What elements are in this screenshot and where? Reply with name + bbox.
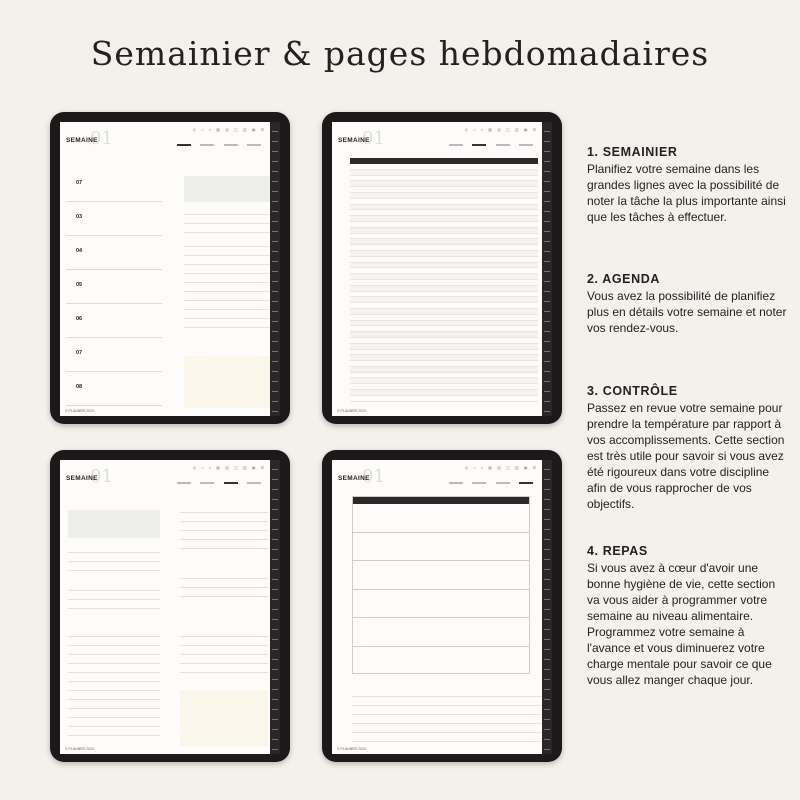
day-row: 07 xyxy=(66,338,162,372)
day-row: 08 xyxy=(66,372,162,406)
notes-lines[interactable] xyxy=(184,214,272,241)
tracker-lines[interactable] xyxy=(180,636,268,681)
side-tabs[interactable] xyxy=(270,460,280,754)
section-heading: 3. CONTRÔLE xyxy=(587,384,678,398)
day-row: 07 xyxy=(66,168,162,202)
section-agenda xyxy=(587,272,787,336)
section-text: Si vous avez à cœur d'avoir une bonne hygiène de vie, cette section va vous aider à programmer votre semaine au niveau alimentaire. Programmez votre semaine à l'avance et vous diminuerez votre charge mentale pour savoir ce que vous allez manger chaque jour. xyxy=(587,561,776,687)
week-number: 01 xyxy=(362,466,385,487)
shopping-lines[interactable] xyxy=(352,696,548,750)
notes-box[interactable] xyxy=(184,356,272,408)
section-heading: 2. AGENDA xyxy=(587,272,661,286)
reflection-box[interactable] xyxy=(68,510,160,538)
page-title: Semainier & pages hebdomadaires xyxy=(90,34,710,73)
week-number: 01 xyxy=(90,466,113,487)
section-nav[interactable] xyxy=(172,144,266,150)
day-row: 04 xyxy=(66,236,162,270)
section-text: Planifiez votre semaine dans les grandes lignes avec la possibilité de noter la tâche la plus importante ainsi que les tâches à effectuer. xyxy=(587,162,786,224)
week-label: SEMAINE xyxy=(338,475,370,482)
section-heading: 4. REPAS xyxy=(587,544,648,558)
day-row: 03 xyxy=(66,202,162,236)
meal-table[interactable] xyxy=(352,496,530,674)
tasks-lines[interactable] xyxy=(184,246,272,336)
priority-box[interactable] xyxy=(184,176,272,202)
week-label: SEMAINE xyxy=(66,475,98,482)
section-controle xyxy=(587,384,787,512)
week-label: SEMAINE xyxy=(338,137,370,144)
footer-text: © PLANNER 2024 xyxy=(65,409,94,413)
week-number: 01 xyxy=(362,128,385,149)
section-nav[interactable] xyxy=(444,144,538,150)
toolbar-icons[interactable]: ◎ ⌂ ⌕ ▦ ▤ ◫ ▥ ▣ ⊞ xyxy=(192,465,266,470)
review-lines[interactable] xyxy=(180,578,268,605)
footer-text: © PLANNER 2024 xyxy=(337,747,366,751)
review-lines[interactable] xyxy=(68,590,160,617)
side-tabs[interactable] xyxy=(542,122,552,416)
day-row: 06 xyxy=(66,304,162,338)
checklist-lines[interactable] xyxy=(68,636,160,744)
toolbar-icons[interactable]: ◎ ⌂ ⌕ ▦ ▤ ◫ ▥ ▣ ⊞ xyxy=(192,127,266,132)
notes-box[interactable] xyxy=(180,690,268,746)
toolbar-icons[interactable]: ◎ ⌂ ⌕ ▦ ▤ ◫ ▥ ▣ ⊞ xyxy=(464,465,538,470)
section-text: Passez en revue votre semaine pour prendre la température par rapport à vos accomplissements. Cette section est très utile pour savoir si vous avez été rigoureux dans votre discipline afin de vous rapprocher de vos objectifs. xyxy=(587,401,785,511)
section-nav[interactable] xyxy=(444,482,538,488)
section-text: Vous avez la possibilité de planifiez plus en détails votre semaine et noter vos rendez-vous. xyxy=(587,289,787,335)
section-heading: 1. SEMAINIER xyxy=(587,145,678,159)
tablet-repas xyxy=(322,450,562,762)
agenda-grid[interactable] xyxy=(350,158,538,406)
week-number: 01 xyxy=(90,128,113,149)
side-tabs[interactable] xyxy=(270,122,280,416)
tablet-screen xyxy=(60,122,280,416)
review-lines[interactable] xyxy=(68,552,160,579)
day-row: 05 xyxy=(66,270,162,304)
section-repas xyxy=(587,544,787,688)
section-nav[interactable] xyxy=(172,482,266,488)
tablet-screen xyxy=(332,122,552,416)
habit-table[interactable] xyxy=(180,512,268,557)
footer-text: © PLANNER 2024 xyxy=(65,747,94,751)
side-tabs[interactable] xyxy=(542,460,552,754)
footer-text: © PLANNER 2024 xyxy=(337,409,366,413)
tablet-semainier xyxy=(50,112,290,424)
tablet-screen xyxy=(60,460,280,754)
week-label: SEMAINE xyxy=(66,137,98,144)
tablet-agenda xyxy=(322,112,562,424)
tablet-controle xyxy=(50,450,290,762)
tablet-screen xyxy=(332,460,552,754)
section-semainier xyxy=(587,145,787,225)
toolbar-icons[interactable]: ◎ ⌂ ⌕ ▦ ▤ ◫ ▥ ▣ ⊞ xyxy=(464,127,538,132)
